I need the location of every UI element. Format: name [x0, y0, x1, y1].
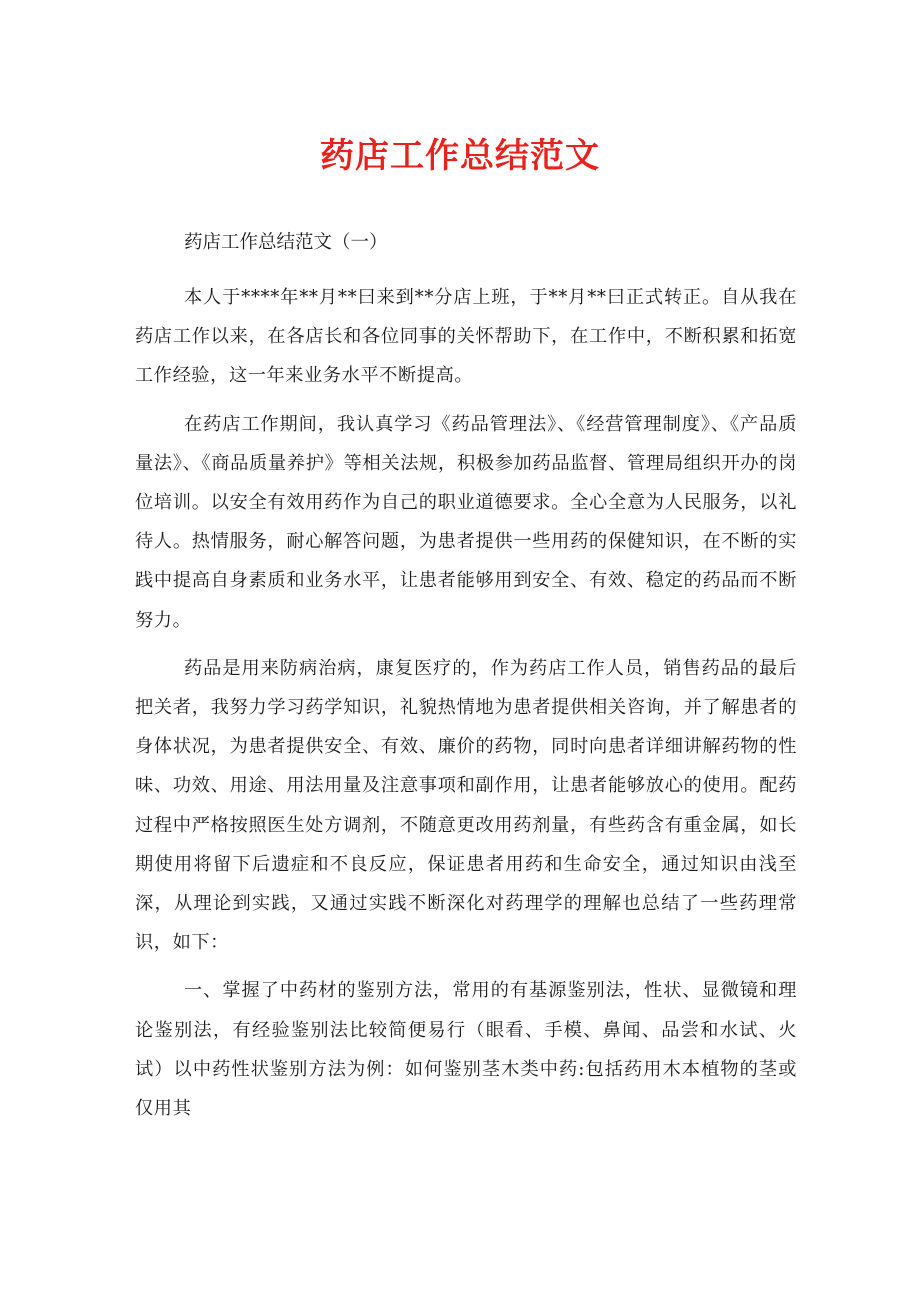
paragraph-service: 药品是用来防病治病，康复医疗的，作为药店工作人员，销售药品的最后把关者，我努力学习药学知识，礼貌热情地为患者提供相关咨询，并了解患者的身体状况，为患者提供安全、有效、廉价的药物，同时向患者详细讲解药物的性味、功效、用途、用法用量及注意事项和副作用，让患者能够放心的使用。配药过程中严格按照医生处方调剂，不随意更改用药剂量，有些药含有重金属，如长期使用将留下后遗症和不良反应，保证患者用药和生命安全，通过知识由浅至深，从理论到实践，又通过实践不断深化对药理学的理解也总结了一些药理常识，如下：: [135, 657, 797, 954]
document-title: 药店工作总结范文: [320, 136, 600, 176]
paragraph-identification: 一、掌握了中药材的鉴别方法，常用的有基源鉴别法，性状、显微镜和理论鉴别法，有经验鉴别法比较简便易行（眼看、手模、鼻闻、品尝和水试、火试）以中药性状鉴别方法为例：如何鉴别茎木类中药:包括药用木本植物的茎或仅用其: [135, 980, 797, 1120]
paragraph-intro: 本人于****年**月**曰来到**分店上班，于**月**曰正式转正。自从我在药店工作以来，在各店长和各位同事的关怀帮助下，在工作中，不断积累和拓宽工作经验，这一年来业务水平不断提高。: [135, 287, 797, 387]
section-heading: 药店工作总结范文（一）: [184, 232, 388, 253]
document-body: [135, 278, 797, 1137]
paragraph-study: 在药店工作期间，我认真学习《药品管理法》、《经营管理制度》、《产品质量法》、《商品质量养护》等相关法规，积极参加药品监督、管理局组织开办的岗位培训。以安全有效用药作为自己的职业道德要求。全心全意为人民服务，以礼待人。热情服务，耐心解答问题，为患者提供一些用药的保健知识，在不断的实践中提高自身素质和业务水平，让患者能够用到安全、有效、稳定的药品而不断努力。: [135, 413, 797, 631]
